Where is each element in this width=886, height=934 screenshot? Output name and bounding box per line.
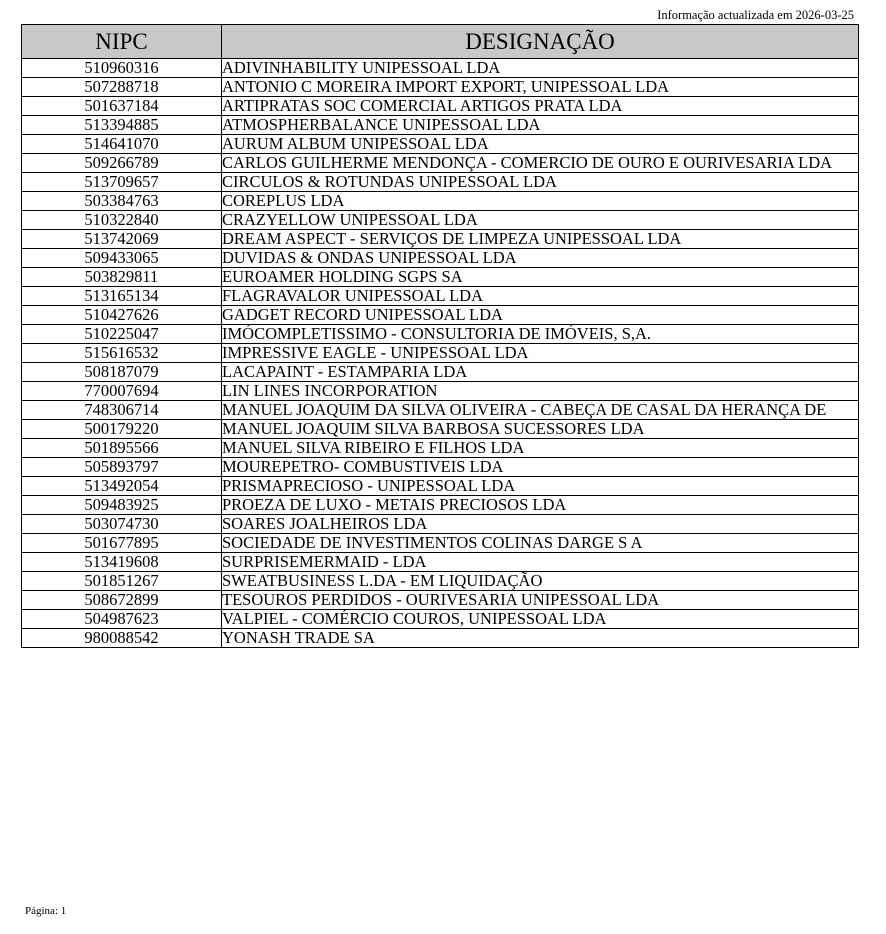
nipc-cell: 748306714	[22, 401, 222, 420]
designacao-cell: YONASH TRADE SA	[222, 629, 859, 648]
table-row	[22, 287, 859, 306]
nipc-cell: 504987623	[22, 610, 222, 629]
designacao-cell: CIRCULOS & ROTUNDAS UNIPESSOAL LDA	[222, 173, 859, 192]
table-row	[22, 192, 859, 211]
table-header	[22, 25, 859, 59]
nipc-cell: 510960316	[22, 59, 222, 78]
table-row	[22, 629, 859, 648]
table-row	[22, 344, 859, 363]
nipc-cell: 513394885	[22, 116, 222, 135]
designacao-cell: DUVIDAS & ONDAS UNIPESSOAL LDA	[222, 249, 859, 268]
nipc-cell: 508187079	[22, 363, 222, 382]
designacao-cell: DREAM ASPECT - SERVIÇOS DE LIMPEZA UNIPESSOAL LDA	[222, 230, 859, 249]
nipc-cell: 513165134	[22, 287, 222, 306]
nipc-cell: 514641070	[22, 135, 222, 154]
nipc-cell: 503074730	[22, 515, 222, 534]
nipc-cell: 770007694	[22, 382, 222, 401]
designacao-cell: CARLOS GUILHERME MENDONÇA - COMERCIO DE OURO E OURIVESARIA LDA	[222, 154, 859, 173]
nipc-cell: 501851267	[22, 572, 222, 591]
table-row	[22, 610, 859, 629]
table-row	[22, 325, 859, 344]
nipc-cell: 513492054	[22, 477, 222, 496]
designacao-cell: IMÓCOMPLETISSIMO - CONSULTORIA DE IMÓVEIS, S,A.	[222, 325, 859, 344]
designacao-cell: IMPRESSIVE EAGLE - UNIPESSOAL LDA	[222, 344, 859, 363]
nipc-cell: 500179220	[22, 420, 222, 439]
table-row	[22, 135, 859, 154]
table-row	[22, 154, 859, 173]
header-row	[22, 25, 859, 59]
nipc-cell: 508672899	[22, 591, 222, 610]
designacao-cell: COREPLUS LDA	[222, 192, 859, 211]
table-row	[22, 306, 859, 325]
designacao-cell: ATMOSPHERBALANCE UNIPESSOAL LDA	[222, 116, 859, 135]
table-row	[22, 97, 859, 116]
nipc-cell: 510322840	[22, 211, 222, 230]
table-row	[22, 458, 859, 477]
nipc-cell: 513709657	[22, 173, 222, 192]
designacao-cell: TESOUROS PERDIDOS - OURIVESARIA UNIPESSOAL LDA	[222, 591, 859, 610]
table-row	[22, 268, 859, 287]
table-row	[22, 534, 859, 553]
nipc-cell: 513742069	[22, 230, 222, 249]
table-row	[22, 496, 859, 515]
designacao-cell: MANUEL JOAQUIM DA SILVA OLIVEIRA - CABEÇA DE CASAL DA HERANÇA DE	[222, 401, 859, 420]
table-row	[22, 173, 859, 192]
table-body	[22, 59, 859, 648]
designacao-cell: SWEATBUSINESS L.DA - EM LIQUIDAÇÃO	[222, 572, 859, 591]
table-row	[22, 78, 859, 97]
table-row	[22, 116, 859, 135]
nipc-cell: 980088542	[22, 629, 222, 648]
designacao-cell: FLAGRAVALOR UNIPESSOAL LDA	[222, 287, 859, 306]
nipc-cell: 507288718	[22, 78, 222, 97]
designacao-cell: EUROAMER HOLDING SGPS SA	[222, 268, 859, 287]
nipc-cell: 501637184	[22, 97, 222, 116]
designacao-cell: LACAPAINT - ESTAMPARIA LDA	[222, 363, 859, 382]
nipc-cell: 510225047	[22, 325, 222, 344]
designacao-cell: PRISMAPRECIOSO - UNIPESSOAL LDA	[222, 477, 859, 496]
designacao-cell: VALPIEL - COMÉRCIO COUROS, UNIPESSOAL LDA	[222, 610, 859, 629]
nipc-cell: 510427626	[22, 306, 222, 325]
designacao-cell: GADGET RECORD UNIPESSOAL LDA	[222, 306, 859, 325]
column-header-nipc: NIPC	[22, 25, 222, 59]
designacao-cell: AURUM ALBUM UNIPESSOAL LDA	[222, 135, 859, 154]
nipc-cell: 503384763	[22, 192, 222, 211]
table-row	[22, 477, 859, 496]
table-row	[22, 59, 859, 78]
table-row	[22, 401, 859, 420]
designacao-cell: SOCIEDADE DE INVESTIMENTOS COLINAS DARGE S A	[222, 534, 859, 553]
nipc-cell: 509433065	[22, 249, 222, 268]
designacao-cell: CRAZYELLOW UNIPESSOAL LDA	[222, 211, 859, 230]
table-row	[22, 230, 859, 249]
nipc-cell: 503829811	[22, 268, 222, 287]
designacao-cell: MANUEL SILVA RIBEIRO E FILHOS LDA	[222, 439, 859, 458]
designacao-cell: MANUEL JOAQUIM SILVA BARBOSA SUCESSORES LDA	[222, 420, 859, 439]
table-row	[22, 382, 859, 401]
nipc-cell: 501895566	[22, 439, 222, 458]
designacao-cell: MOUREPETRO- COMBUSTIVEIS LDA	[222, 458, 859, 477]
designacao-cell: SOARES JOALHEIROS LDA	[222, 515, 859, 534]
page-number: Página: 1	[25, 905, 67, 917]
nipc-cell: 501677895	[22, 534, 222, 553]
table-row	[22, 515, 859, 534]
nipc-cell: 513419608	[22, 553, 222, 572]
designacao-cell: ARTIPRATAS SOC COMERCIAL ARTIGOS PRATA LDA	[222, 97, 859, 116]
designacao-cell: SURPRISEMERMAID - LDA	[222, 553, 859, 572]
column-header-designacao: DESIGNAÇÃO	[222, 25, 859, 59]
table-row	[22, 572, 859, 591]
table-row	[22, 439, 859, 458]
table-row	[22, 363, 859, 382]
designacao-cell: ANTONIO C MOREIRA IMPORT EXPORT, UNIPESSOAL LDA	[222, 78, 859, 97]
table-row	[22, 211, 859, 230]
nipc-cell: 515616532	[22, 344, 222, 363]
nipc-cell: 505893797	[22, 458, 222, 477]
designacao-cell: PROEZA DE LUXO - METAIS PRECIOSOS LDA	[222, 496, 859, 515]
nipc-cell: 509266789	[22, 154, 222, 173]
nipc-cell: 509483925	[22, 496, 222, 515]
designacao-cell: ADIVINHABILITY UNIPESSOAL LDA	[222, 59, 859, 78]
designacao-cell: LIN LINES INCORPORATION	[222, 382, 859, 401]
table-row	[22, 591, 859, 610]
table-row	[22, 553, 859, 572]
company-registry-table	[21, 24, 859, 648]
table-row	[22, 420, 859, 439]
last-updated-note: Informação actualizada em 2026-03-25	[657, 8, 854, 22]
table-row	[22, 249, 859, 268]
